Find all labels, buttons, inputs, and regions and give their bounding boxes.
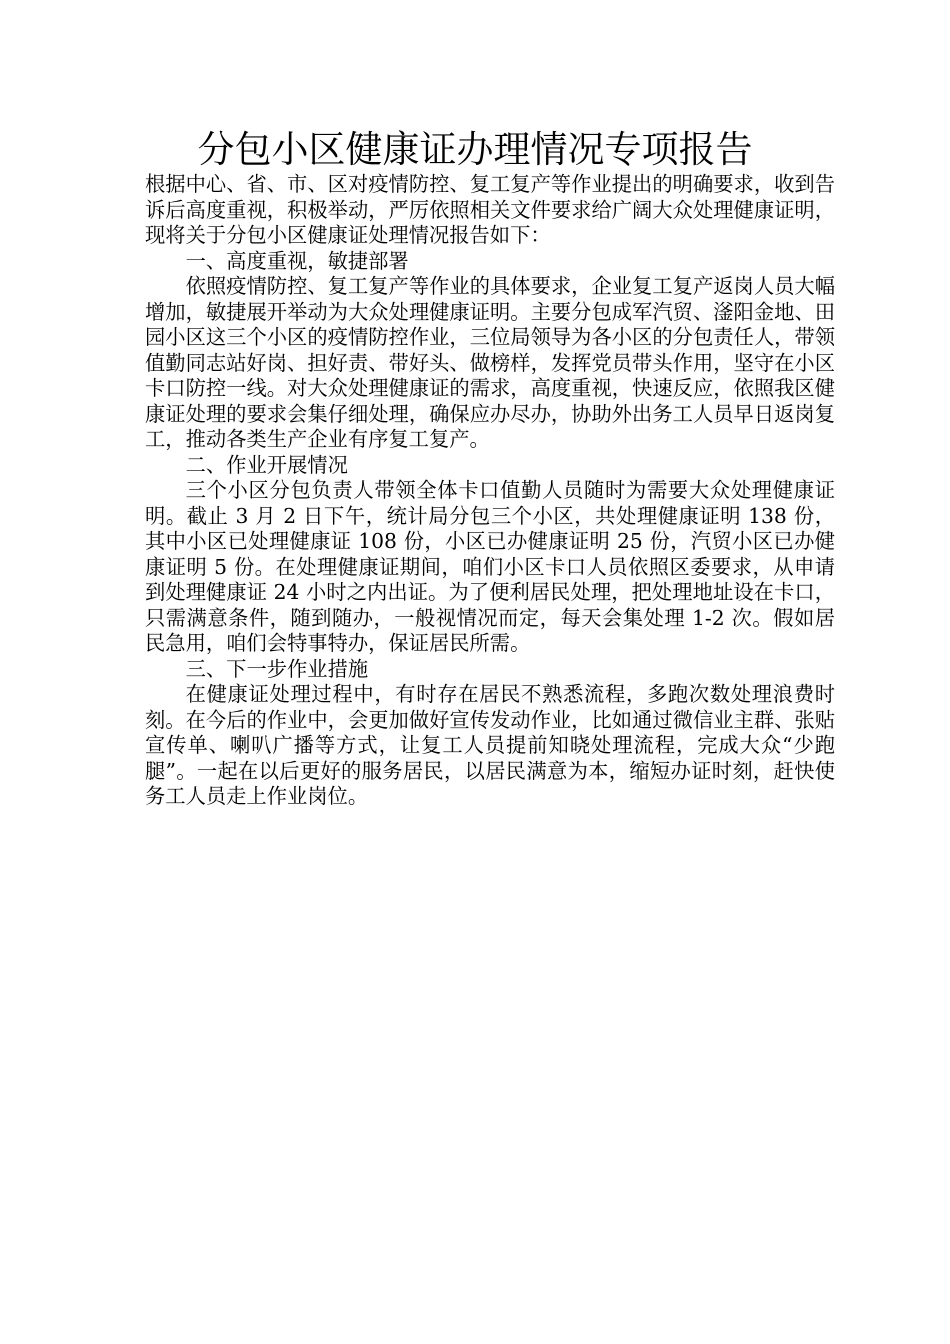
section-heading-3: 三、下一步作业措施 [185, 656, 369, 681]
document-title: 分包小区健康证办理情况专项报告 [197, 128, 753, 171]
intro-paragraph: 根据中心、省、市、区对疫情防控、复工复产等作业提出的明确要求，收到告诉后高度重视，积极举动，严厉依照相关文件要求给广阔大众处理健康证明，现将关于分包小区健康证处理情况报告如下： [145, 172, 835, 247]
section-heading-1: 一、高度重视，敏捷部署 [185, 248, 409, 273]
document-body [145, 172, 835, 810]
section-paragraph-2: 三个小区分包负责人带领全体卡口值勤人员随时为需要大众处理健康证明。截止 3 月 2 日下午，统计局分包三个小区，共处理健康证明 138 份，其中小区已处理健康证 108 份，小区已办健康证明 25 份，汽贸小区已办健康证明 5 份。在处理健康证期间，咱们小区卡口人员依照区委要求，从申请到处理健康证 24 小时之内出证。为了便利居民处理，把处理地址设在卡口，只需满意条件，随到随办，一般视情况而定，每天会集处理 1-2 次。假如居民急用，咱们会特事特办，保证居民所需。 [145, 478, 835, 655]
section-heading-2: 二、作业开展情况 [185, 452, 348, 477]
section-paragraph-3: 在健康证处理过程中，有时存在居民不熟悉流程，多跑次数处理浪费时刻。在今后的作业中，会更加做好宣传发动作业，比如通过微信业主群、张贴宣传单、喇叭广播等方式，让复工人员提前知晓处理流程，完成大众“少跑腿”。一起在以后更好的服务居民，以居民满意为本，缩短办证时刻，赶快使务工人员走上作业岗位。 [145, 682, 835, 808]
section-paragraph-1: 依照疫情防控、复工复产等作业的具体要求，企业复工复产返岗人员大幅增加，敏捷展开举动为大众处理健康证明。主要分包成军汽贸、滏阳金地、田园小区这三个小区的疫情防控作业，三位局领导为各小区的分包责任人，带领值勤同志站好岗、担好责、带好头、做榜样，发挥党员带头作用，坚守在小区卡口防控一线。对大众处理健康证的需求，高度重视，快速反应，依照我区健康证处理的要求会集仔细处理，确保应办尽办，协助外出务工人员早日返岗复工，推动各类生产企业有序复工复产。 [145, 274, 835, 451]
